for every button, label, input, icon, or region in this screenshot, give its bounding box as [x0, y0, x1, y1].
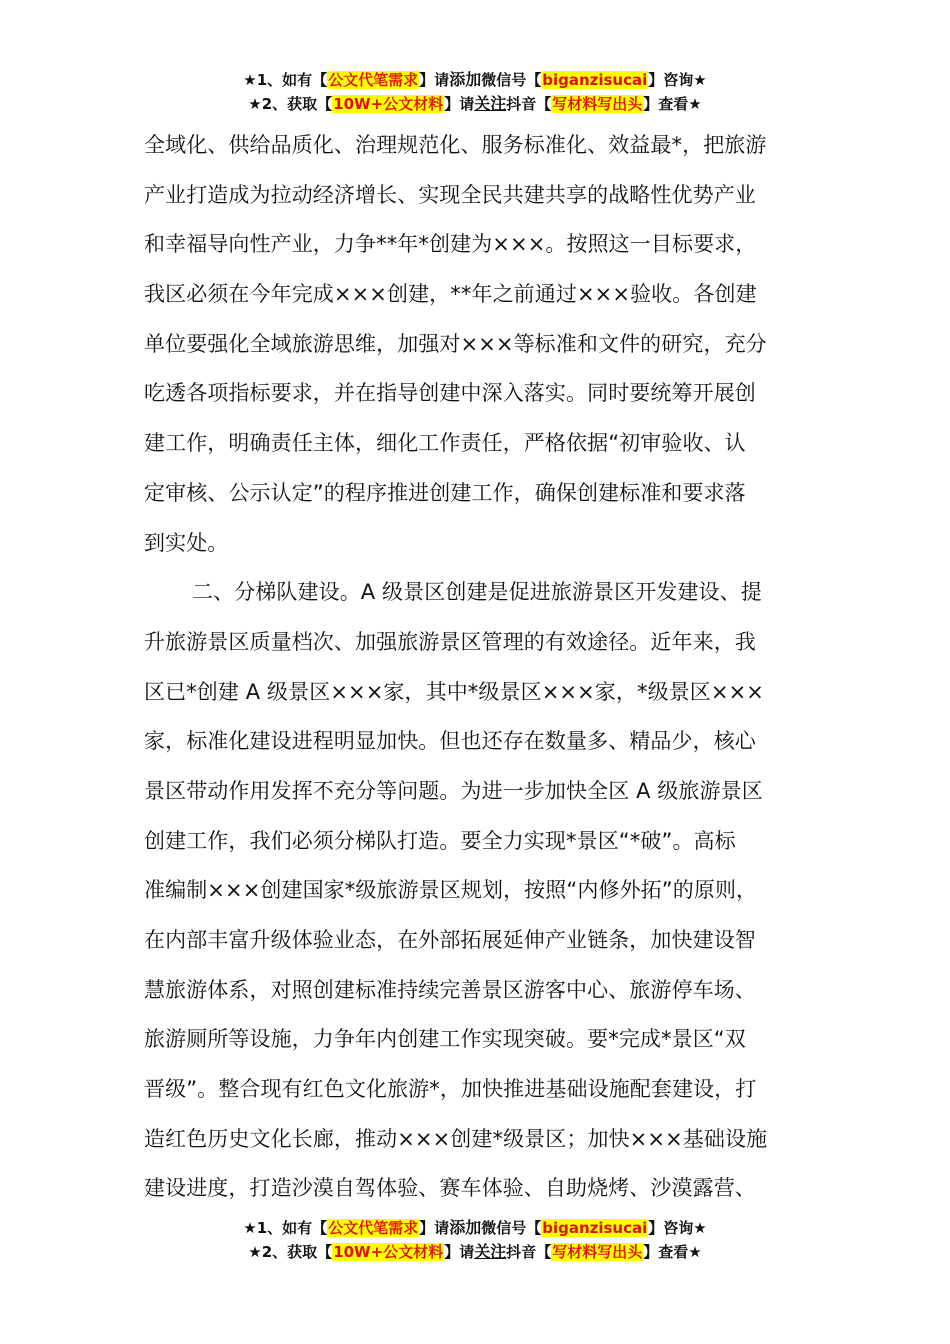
text-line: 造红色历史文化长廊，推动×××创建*级景区；加快×××基础设施 [144, 1126, 768, 1151]
text-line: 全域化、供给品质化、治理规范化、服务标准化、效益最*，把旅游 [144, 133, 767, 157]
promo-suffix: 】咨询★ [648, 1219, 707, 1237]
promo-line-1 [0, 1216, 950, 1240]
promo-douyin-id: 写材料写出头 [552, 95, 643, 113]
promo-text: 抖音【 [506, 95, 552, 113]
promo-line-2 [0, 92, 950, 116]
promo-line-2 [0, 1240, 950, 1264]
paragraph-2 [144, 568, 812, 1214]
promo-wechat-id: biganzisucai [542, 1219, 648, 1237]
text-line: 景区带动作用发挥不充分等问题。为进一步加快全区 A 级旅游景区 [144, 778, 763, 803]
paragraph-1 [144, 121, 812, 568]
promo-text: 】请 [444, 1243, 475, 1261]
promo-highlight: 公文代笔需求 [328, 1219, 419, 1237]
promo-text: 】请 [419, 1219, 450, 1237]
text-line: 建工作，明确责任主体，细化工作责任，严格依据“初审验收、认 [144, 431, 746, 456]
text-line: 在内部丰富升级体验业态，在外部拓展延伸产业链条，加快建设智 [144, 928, 756, 952]
text-line: 产业打造成为拉动经济增长、实现全民共建共享的战略性优势产业 [144, 182, 756, 207]
promo-banner-bottom [0, 1216, 950, 1264]
promo-highlight: 10W+公文材料 [333, 1243, 444, 1261]
promo-prefix: ★1、如有【 [243, 71, 328, 89]
promo-emphasis: 关注 [474, 94, 507, 113]
text-line-first: 二、分梯队建设。A 级景区创建是促进旅游景区开发建设、提 [192, 580, 762, 605]
text-line: 建设进度，打造沙漠自驾体验、赛车体验、自助烧烤、沙漠露营、 [144, 1176, 756, 1201]
promo-wechat-id: biganzisucai [542, 71, 648, 89]
promo-emphasis: 添加 [449, 1218, 482, 1237]
text-line: 到实处。 [144, 530, 229, 555]
promo-suffix: 】咨询★ [648, 71, 707, 89]
promo-suffix: 】查看★ [643, 1243, 702, 1261]
text-line: 和幸福导向性产业，力争**年*创建为×××。按照这一目标要求， [144, 232, 757, 257]
promo-banner-top [0, 68, 950, 116]
promo-text: 】请 [444, 95, 475, 113]
promo-text: 】请 [419, 71, 450, 89]
text-line: 慧旅游体系，对照创建标准持续完善景区游客中心、旅游停车场、 [144, 977, 756, 1002]
text-line: 准编制×××创建国家*级旅游景区规划，按照“内修外拓”的原则， [144, 878, 758, 903]
text-line: 旅游厕所等设施，力争年内创建工作实现突破。要*完成*景区“双 [144, 1027, 746, 1052]
promo-highlight: 公文代笔需求 [328, 71, 419, 89]
promo-emphasis: 添加 [449, 70, 482, 89]
text-line: 定审核、公示认定”的程序推进创建工作，确保创建标准和要求落 [144, 480, 746, 505]
text-line: 晋级”。整合现有红色文化旅游*，加快推进基础设施配套建设，打 [144, 1077, 757, 1102]
promo-text: 微信号【 [481, 71, 542, 89]
text-line: 单位要强化全域旅游思维，加强对×××等标准和文件的研究，充分 [144, 331, 767, 356]
text-line: 创建工作，我们必须分梯队打造。要全力实现*景区“*破”。高标 [144, 828, 736, 853]
promo-line-1 [0, 68, 950, 92]
promo-prefix: ★2、获取【 [248, 95, 333, 113]
promo-prefix: ★1、如有【 [243, 1219, 328, 1237]
promo-suffix: 】查看★ [643, 95, 702, 113]
promo-highlight: 10W+公文材料 [333, 95, 444, 113]
promo-prefix: ★2、获取【 [248, 1243, 333, 1261]
document-body [144, 121, 812, 1214]
promo-emphasis: 关注 [474, 1242, 507, 1261]
promo-text: 微信号【 [481, 1219, 542, 1237]
text-line: 吃透各项指标要求，并在指导创建中深入落实。同时要统筹开展创 [144, 381, 756, 406]
text-line: 家，标准化建设进程明显加快。但也还存在数量多、精品少，核心 [144, 729, 756, 754]
text-line: 区已*创建 A 级景区×××家，其中*级景区×××家，*级景区××× [144, 679, 764, 704]
promo-douyin-id: 写材料写出头 [552, 1243, 643, 1261]
text-line: 我区必须在今年完成×××创建，**年之前通过×××验收。各创建 [144, 282, 757, 307]
text-line: 升旅游景区质量档次、加强旅游景区管理的有效途径。近年来，我 [144, 629, 756, 654]
promo-text: 抖音【 [506, 1243, 552, 1261]
